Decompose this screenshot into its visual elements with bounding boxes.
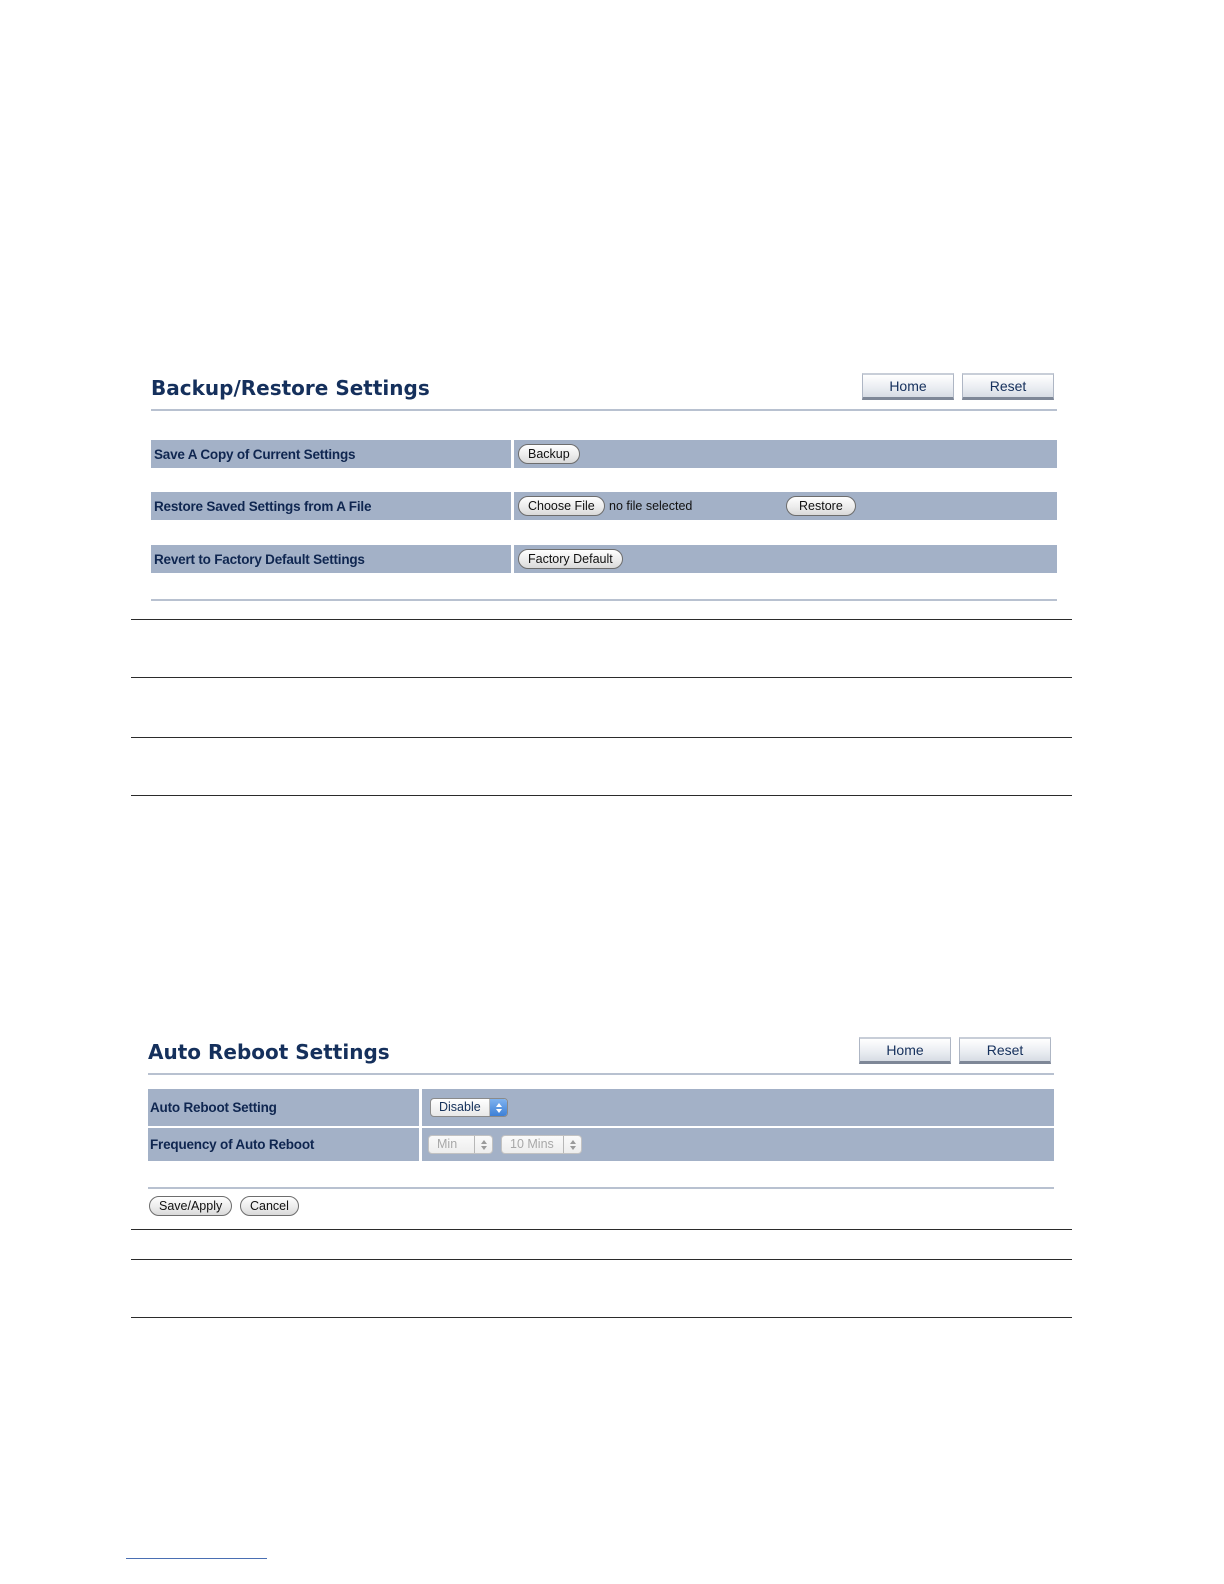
column-divider [511,545,514,573]
column-divider [511,492,514,520]
settings-row-restore [151,492,1057,520]
auto-reboot-select[interactable] [430,1098,508,1117]
column-divider [511,440,514,468]
updown-arrow-icon [489,1099,507,1116]
settings-row-factory-default [151,545,1057,573]
reset-button[interactable]: Reset [959,1037,1051,1064]
settings-row-frequency [148,1128,1054,1161]
frequency-interval-select[interactable] [501,1135,582,1154]
table-rule [131,1317,1072,1318]
cancel-button[interactable]: Cancel [240,1196,299,1216]
table-rule [131,677,1072,678]
select-value: Disable [439,1100,481,1114]
panel-bottom-divider [151,599,1057,601]
panel-title: Backup/Restore Settings [151,376,430,400]
factory-default-button[interactable]: Factory Default [518,549,623,569]
table-rule [131,737,1072,738]
backup-button[interactable]: Backup [518,444,580,464]
settings-row-auto-reboot [148,1089,1054,1126]
row-label: Revert to Factory Default Settings [154,551,365,567]
table-rule [131,795,1072,796]
column-divider [419,1128,422,1161]
row-label: Frequency of Auto Reboot [150,1137,315,1152]
restore-button[interactable]: Restore [786,496,856,516]
settings-row-backup [151,440,1057,468]
row-label: Restore Saved Settings from A File [154,498,372,514]
column-divider [419,1089,422,1126]
row-label: Save A Copy of Current Settings [154,446,356,462]
table-rule [131,1259,1072,1260]
table-rule [131,619,1072,620]
title-divider [151,409,1057,411]
select-value: 10 Mins [510,1137,554,1151]
home-button[interactable]: Home [862,373,954,400]
footnote-separator [126,1558,267,1559]
save-apply-button[interactable]: Save/Apply [149,1196,232,1216]
row-label: Auto Reboot Setting [150,1100,277,1115]
panel-title: Auto Reboot Settings [148,1040,390,1064]
file-status-text: no file selected [609,499,693,513]
table-rule [131,1229,1072,1230]
panel-bottom-divider [148,1187,1054,1189]
choose-file-button[interactable]: Choose File [518,496,605,516]
home-button[interactable]: Home [859,1037,951,1064]
updown-arrow-icon [474,1136,492,1153]
select-value: Min [437,1137,458,1151]
frequency-unit-select[interactable] [428,1135,493,1154]
title-divider [148,1073,1054,1075]
updown-arrow-icon [563,1136,581,1153]
reset-button[interactable]: Reset [962,373,1054,400]
